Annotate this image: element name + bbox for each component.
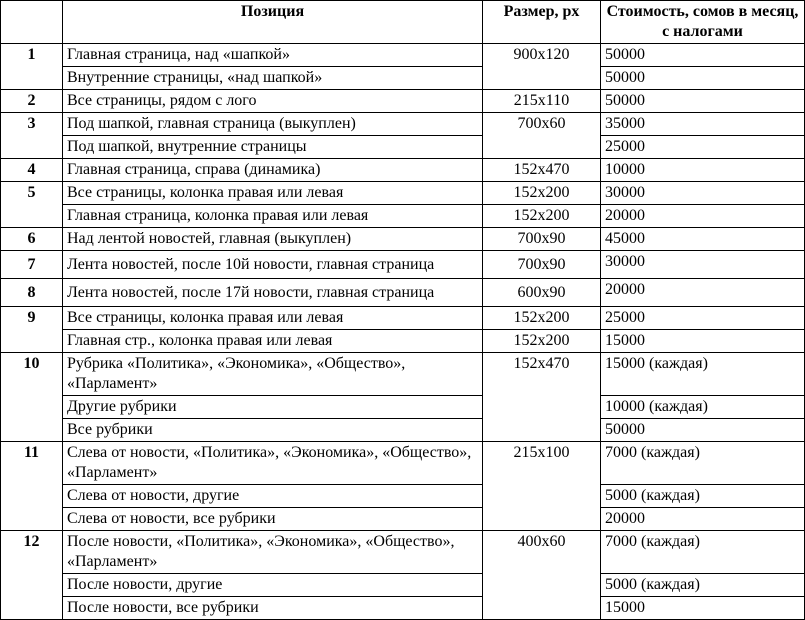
position-cell: Все страницы, рядом с лого xyxy=(63,90,483,113)
header-cell-size: Размер, px xyxy=(483,1,601,44)
cost-cell: 15000 (каждая) xyxy=(601,353,805,396)
position-cell: Слева от новости, другие xyxy=(63,485,483,508)
cost-cell: 45000 xyxy=(601,228,805,251)
position-cell: Главная страница, справа (динамика) xyxy=(63,159,483,182)
cost-cell: 20000 xyxy=(601,205,805,228)
table-row xyxy=(1,182,805,205)
cost-cell: 50000 xyxy=(601,90,805,113)
table-row xyxy=(1,205,805,228)
row-number-cell: 2 xyxy=(1,90,63,113)
cost-cell: 35000 xyxy=(601,113,805,136)
position-cell: Над лентой новостей, главная (выкуплен) xyxy=(63,228,483,251)
table-row xyxy=(1,531,805,574)
position-cell: После новости, «Политика», «Экономика», «Общество», «Парламент» xyxy=(63,531,483,574)
row-number-cell: 12 xyxy=(1,531,63,620)
size-cell: 152x200 xyxy=(483,307,601,330)
table-row xyxy=(1,442,805,485)
position-cell: Под шапкой, главная страница (выкуплен) xyxy=(63,113,483,136)
row-number-cell: 10 xyxy=(1,353,63,442)
size-cell: 600x90 xyxy=(483,279,601,307)
table-row xyxy=(1,279,805,307)
table-row xyxy=(1,44,805,67)
position-cell: Рубрика «Политика», «Экономика», «Общество», «Парламент» xyxy=(63,353,483,396)
cost-cell: 20000 xyxy=(601,508,805,531)
position-cell: После новости, другие xyxy=(63,574,483,597)
cost-cell: 30000 xyxy=(601,251,805,279)
header-cell-number xyxy=(1,1,63,44)
position-cell: Главная страница, над «шапкой» xyxy=(63,44,483,67)
row-number-cell: 6 xyxy=(1,228,63,251)
size-cell: 700x90 xyxy=(483,228,601,251)
price-table-body xyxy=(1,44,805,620)
table-row xyxy=(1,90,805,113)
position-cell: Слева от новости, все рубрики xyxy=(63,508,483,531)
table-row xyxy=(1,330,805,353)
size-cell: 700x60 xyxy=(483,113,601,159)
size-cell: 215x110 xyxy=(483,90,601,113)
table-header xyxy=(1,1,805,44)
table-row xyxy=(1,574,805,597)
row-number-cell: 7 xyxy=(1,251,63,279)
table-row xyxy=(1,228,805,251)
size-cell: 215x100 xyxy=(483,442,601,531)
cost-cell: 15000 xyxy=(601,330,805,353)
position-cell: Все страницы, колонка правая или левая xyxy=(63,182,483,205)
cost-cell: 50000 xyxy=(601,44,805,67)
row-number-cell: 11 xyxy=(1,442,63,531)
cost-cell: 5000 (каждая) xyxy=(601,485,805,508)
cost-cell: 10000 (каждая) xyxy=(601,396,805,419)
position-cell: Другие рубрики xyxy=(63,396,483,419)
position-cell: Все рубрики xyxy=(63,419,483,442)
row-number-cell: 3 xyxy=(1,113,63,159)
cost-cell: 30000 xyxy=(601,182,805,205)
cost-cell: 25000 xyxy=(601,136,805,159)
size-cell: 152x200 xyxy=(483,330,601,353)
header-cell-position: Позиция xyxy=(63,1,483,44)
size-cell: 152x470 xyxy=(483,159,601,182)
table-row xyxy=(1,159,805,182)
table-row xyxy=(1,353,805,396)
table-row xyxy=(1,113,805,136)
table-row xyxy=(1,508,805,531)
position-cell: Внутренние страницы, «над шапкой» xyxy=(63,67,483,90)
size-cell: 152x470 xyxy=(483,353,601,442)
cost-cell: 50000 xyxy=(601,67,805,90)
table-row xyxy=(1,396,805,419)
position-cell: После новости, все рубрики xyxy=(63,597,483,620)
size-cell: 400x60 xyxy=(483,531,601,620)
position-cell: Лента новостей, после 17й новости, главная страница xyxy=(63,279,483,307)
size-cell: 700x90 xyxy=(483,251,601,279)
table-header-row xyxy=(1,1,805,44)
cost-cell: 20000 xyxy=(601,279,805,307)
size-cell: 900x120 xyxy=(483,44,601,90)
table-row xyxy=(1,67,805,90)
row-number-cell: 4 xyxy=(1,159,63,182)
table-row xyxy=(1,251,805,279)
position-cell: Под шапкой, внутренние страницы xyxy=(63,136,483,159)
size-cell: 152x200 xyxy=(483,182,601,205)
cost-cell: 15000 xyxy=(601,597,805,620)
cost-cell: 7000 (каждая) xyxy=(601,531,805,574)
cost-cell: 5000 (каждая) xyxy=(601,574,805,597)
position-cell: Главная стр., колонка правая или левая xyxy=(63,330,483,353)
position-cell: Лента новостей, после 10й новости, главная страница xyxy=(63,251,483,279)
cost-cell: 7000 (каждая) xyxy=(601,442,805,485)
table-row xyxy=(1,485,805,508)
cost-cell: 50000 xyxy=(601,419,805,442)
row-number-cell: 8 xyxy=(1,279,63,307)
cost-cell: 25000 xyxy=(601,307,805,330)
table-row xyxy=(1,136,805,159)
cost-cell: 10000 xyxy=(601,159,805,182)
row-number-cell: 9 xyxy=(1,307,63,353)
row-number-cell: 1 xyxy=(1,44,63,90)
table-row xyxy=(1,597,805,620)
position-cell: Все страницы, колонка правая или левая xyxy=(63,307,483,330)
position-cell: Главная страница, колонка правая или левая xyxy=(63,205,483,228)
table-row xyxy=(1,419,805,442)
table-row xyxy=(1,307,805,330)
position-cell: Слева от новости, «Политика», «Экономика», «Общество», «Парламент» xyxy=(63,442,483,485)
header-cell-cost: Стоимость, сомов в месяц, с налогами xyxy=(601,1,805,44)
size-cell: 152x200 xyxy=(483,205,601,228)
row-number-cell: 5 xyxy=(1,182,63,228)
